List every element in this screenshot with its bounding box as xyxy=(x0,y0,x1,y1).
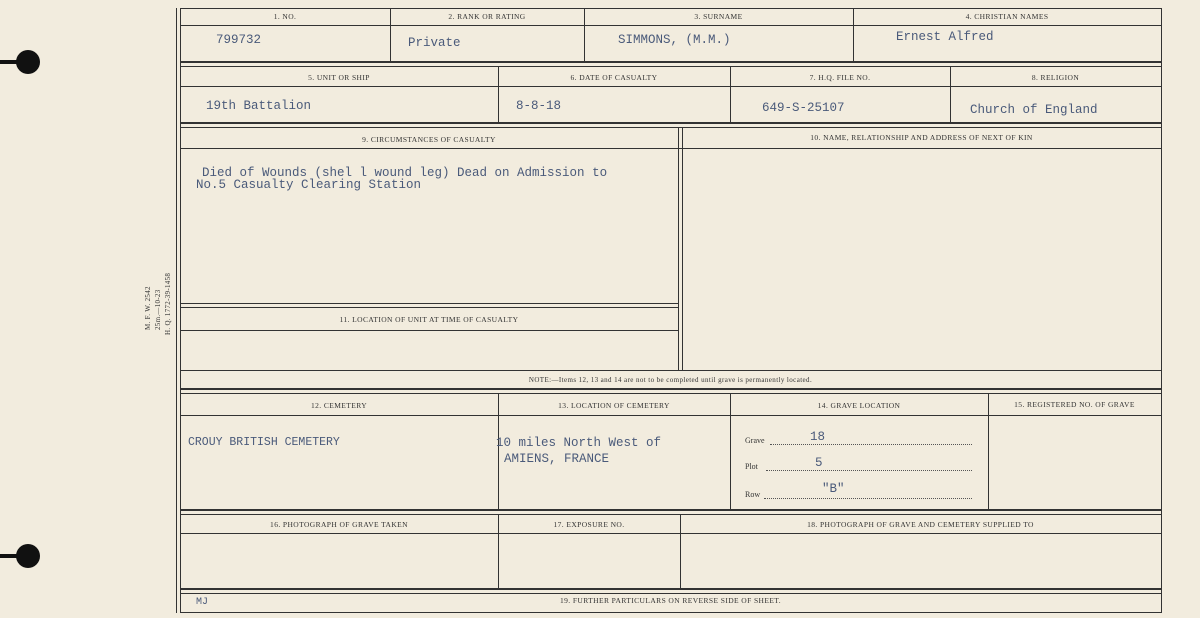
row4-div-2 xyxy=(730,393,731,509)
label-no: 1. NO. xyxy=(273,12,297,21)
value-date: 8-8-18 xyxy=(516,99,562,113)
row3-div-a xyxy=(678,127,679,370)
value-no: 799732 xyxy=(216,33,262,47)
label-christian-names: 4. CHRISTIAN NAMES xyxy=(965,12,1049,21)
row2-label-line xyxy=(180,86,1161,87)
row4-bottom xyxy=(180,509,1161,511)
punch-hole-top xyxy=(16,50,40,74)
value-unit: 19th Battalion xyxy=(206,99,312,113)
value-location-line1: 10 miles North West of xyxy=(496,436,662,450)
row11-top xyxy=(180,303,678,304)
label-grave: Grave xyxy=(745,436,765,445)
frame-right xyxy=(1161,8,1162,613)
punch-hole-bottom xyxy=(16,544,40,568)
label-location-cemetery: 13. LOCATION OF CEMETERY xyxy=(558,401,670,410)
row2-top xyxy=(180,66,1161,67)
label-grave-location: 14. GRAVE LOCATION xyxy=(817,401,901,410)
note-bottom xyxy=(180,388,1161,390)
value-religion: Church of England xyxy=(970,103,1098,117)
label-photo-supplied: 18. PHOTOGRAPH OF GRAVE AND CEMETERY SUPPLIED TO xyxy=(807,520,1034,529)
row11-label-line xyxy=(180,330,678,331)
initials: MJ xyxy=(196,597,209,608)
row3-top xyxy=(180,127,1161,128)
value-file: 649-S-25107 xyxy=(762,101,845,115)
label-next-of-kin: 10. NAME, RELATIONSHIP AND ADDRESS OF NEXT OF KIN xyxy=(810,133,1033,142)
row2-bottom xyxy=(180,122,1161,124)
label-circumstances: 9. CIRCUMSTANCES OF CASUALTY xyxy=(362,135,496,144)
note-top xyxy=(180,370,1161,371)
row3-label-line xyxy=(180,148,1161,149)
row-dots xyxy=(764,498,972,499)
punch-hole-bottom-stub xyxy=(0,554,18,558)
row1-bottom xyxy=(180,61,1161,63)
footer-line xyxy=(180,593,1161,594)
label-rank: 2. RANK OR RATING xyxy=(448,12,526,21)
row4-top xyxy=(180,393,1161,394)
label-exposure: 17. EXPOSURE NO. xyxy=(553,520,625,529)
label-unit: 5. UNIT OR SHIP xyxy=(308,73,370,82)
bottom-line xyxy=(180,612,1161,613)
row4-label-line xyxy=(180,415,1161,416)
value-surname: SIMMONS, (M.M.) xyxy=(618,33,731,47)
row1-top xyxy=(180,8,1161,9)
value-location-line2: AMIENS, FRANCE xyxy=(504,452,610,466)
row5-top xyxy=(180,514,1161,515)
label-further: 19. FURTHER PARTICULARS ON REVERSE SIDE OF SHEET. xyxy=(559,596,781,605)
label-photo-taken: 16. PHOTOGRAPH OF GRAVE TAKEN xyxy=(270,520,408,529)
label-location-unit: 11. LOCATION OF UNIT AT TIME OF CASUALTY xyxy=(339,315,519,324)
row5-label-line xyxy=(180,533,1161,534)
form-code-line-3: H. Q. 1772-39-1458 xyxy=(164,272,172,335)
label-file: 7. H.Q. FILE NO. xyxy=(809,73,871,82)
form-code-line-2: 25m.—10-23 xyxy=(154,289,162,330)
frame-left xyxy=(176,8,177,613)
value-rank: Private xyxy=(408,36,461,50)
label-religion: 8. RELIGION xyxy=(1031,73,1080,82)
value-circumstances-line1: Died of Wounds (shel l wound leg) Dead on Admission to xyxy=(202,166,608,180)
label-plot: Plot xyxy=(745,462,758,471)
note-text: NOTE:—Items 12, 13 and 14 are not to be completed until grave is permanently located. xyxy=(528,376,813,384)
label-surname: 3. SURNAME xyxy=(694,12,743,21)
row3-div-b xyxy=(682,127,683,370)
row5-bottom xyxy=(180,588,1161,590)
value-plot: 5 xyxy=(815,456,823,470)
value-row: "B" xyxy=(822,482,845,496)
value-grave: 18 xyxy=(810,430,826,444)
label-row: Row xyxy=(745,490,761,499)
value-circumstances-line2: No.5 Casualty Clearing Station xyxy=(196,178,422,192)
label-cemetery: 12. CEMETERY xyxy=(310,401,368,410)
row4-div-3 xyxy=(988,393,989,509)
grave-dots xyxy=(770,444,972,445)
value-cemetery: CROUY BRITISH CEMETERY xyxy=(188,436,340,449)
form-code-line-1: M. F. W. 2542 xyxy=(144,286,152,330)
row4-div-1 xyxy=(498,393,499,509)
row11-top-2 xyxy=(180,307,678,308)
label-date: 6. DATE OF CASUALTY xyxy=(570,73,658,82)
value-christian-names: Ernest Alfred xyxy=(896,30,994,44)
punch-hole-top-stub xyxy=(0,60,18,64)
label-registered: 15. REGISTERED NO. OF GRAVE xyxy=(1014,400,1135,409)
row1-label-line xyxy=(180,25,1161,26)
plot-dots xyxy=(766,470,972,471)
